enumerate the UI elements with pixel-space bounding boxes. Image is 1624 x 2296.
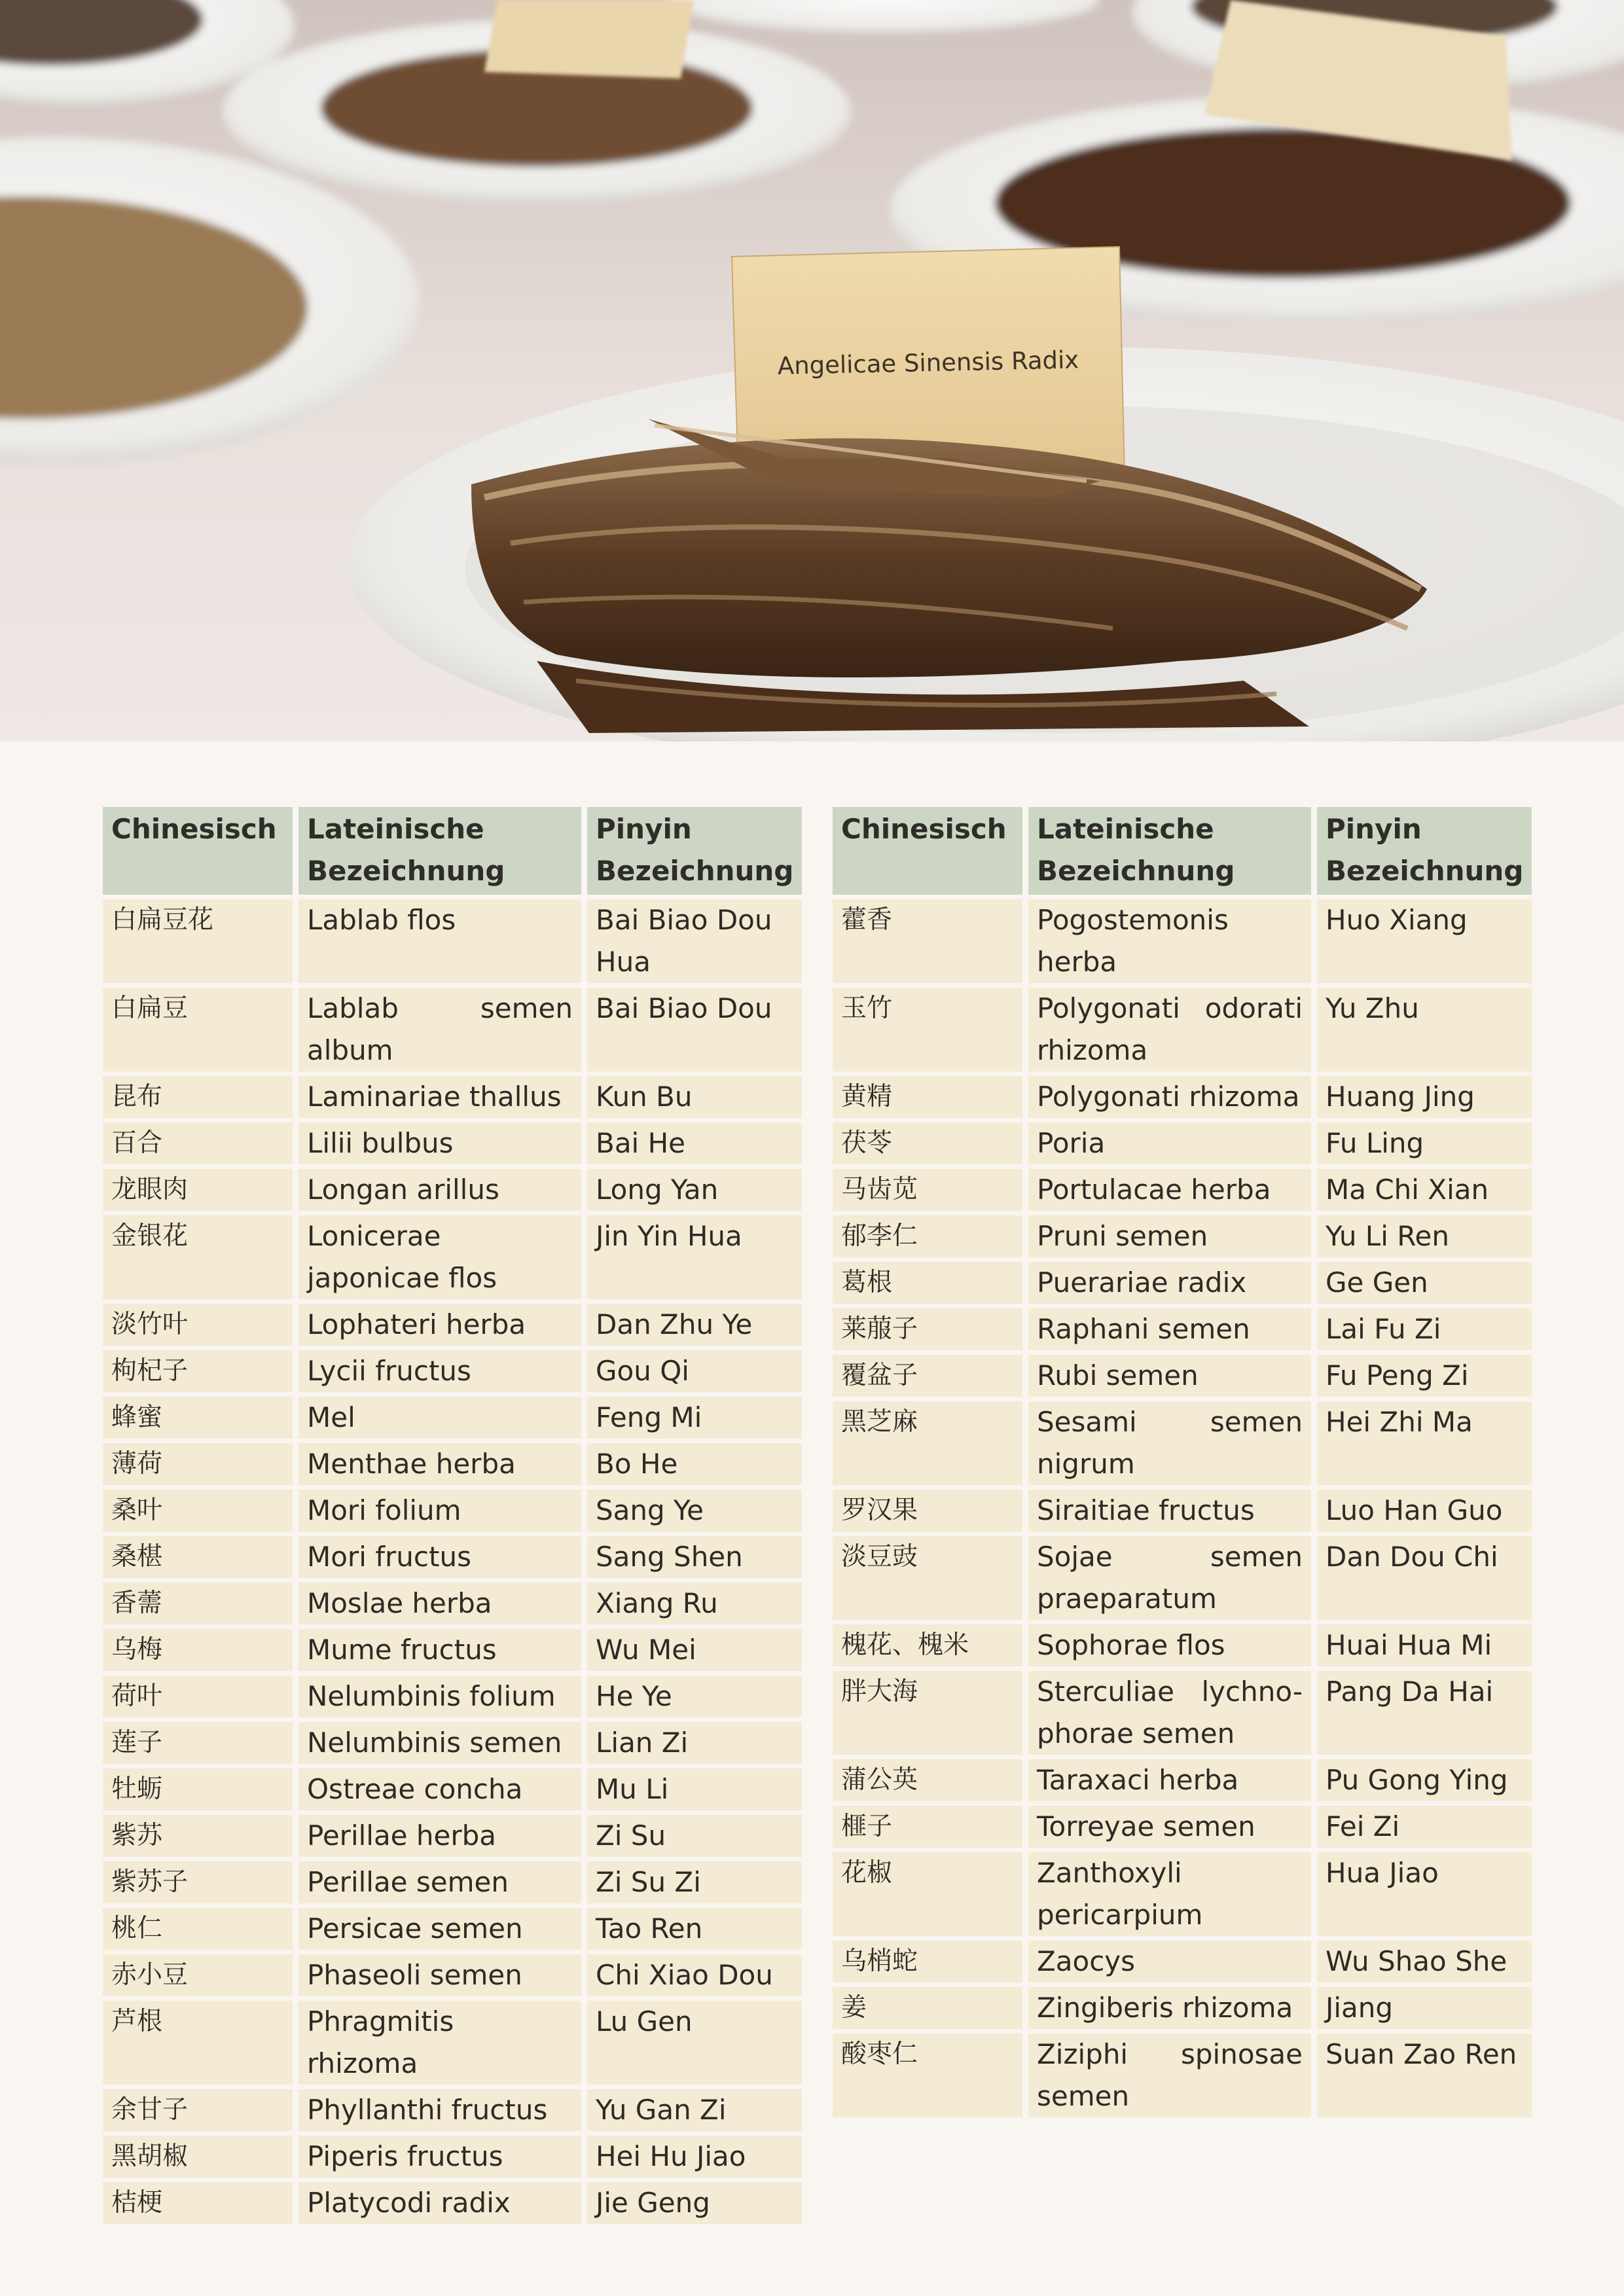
table-header-row xyxy=(103,807,802,895)
cell-chinese: 香薷 xyxy=(103,1583,293,1624)
cell-chinese: 榧子 xyxy=(833,1806,1022,1848)
cell-chinese: 乌梢蛇 xyxy=(833,1941,1022,1982)
cell-chinese: 赤小豆 xyxy=(103,1954,293,1996)
cell-pinyin: Lai Fu Zi xyxy=(1317,1308,1532,1350)
cell-chinese: 葛根 xyxy=(833,1262,1022,1304)
header-photo xyxy=(0,0,1624,742)
cell-pinyin: Kun Bu xyxy=(587,1076,802,1118)
herb-table-right xyxy=(827,802,1538,2122)
cell-chinese: 玉竹 xyxy=(833,988,1022,1071)
table-row xyxy=(833,899,1532,983)
table-row xyxy=(103,2136,802,2178)
table-row xyxy=(833,1262,1532,1304)
cell-chinese: 薄荷 xyxy=(103,1443,293,1485)
table-row xyxy=(833,1759,1532,1801)
cell-pinyin: Dan Dou Chi xyxy=(1317,1536,1532,1620)
cell-latin: Platycodi radix xyxy=(298,2182,581,2224)
cell-latin: Menthae herba xyxy=(298,1443,581,1485)
cell-pinyin: Huo Xiang xyxy=(1317,899,1532,983)
cell-pinyin: Wu Shao She xyxy=(1317,1941,1532,1982)
cell-latin: Zaocys xyxy=(1028,1941,1311,1982)
table-row xyxy=(103,1122,802,1164)
table-row xyxy=(103,1169,802,1211)
cell-chinese: 茯苓 xyxy=(833,1122,1022,1164)
cell-latin: Zanthoxyli pericarpium xyxy=(1028,1852,1311,1936)
cell-latin: Phyllanthi fructus xyxy=(298,2089,581,2131)
table-row xyxy=(103,2089,802,2131)
cell-chinese: 覆盆子 xyxy=(833,1355,1022,1397)
cell-chinese: 藿香 xyxy=(833,899,1022,983)
cell-chinese: 金银花 xyxy=(103,1215,293,1299)
col-header-latin: Lateinische Bezeichnung xyxy=(298,807,581,895)
cell-chinese: 酸枣仁 xyxy=(833,2034,1022,2117)
table-row xyxy=(833,1852,1532,1936)
cell-latin: Torreyae semen xyxy=(1028,1806,1311,1848)
col-header-pinyin: Pinyin Bezeichnung xyxy=(587,807,802,895)
cell-latin: Sterculiae lychno-phorae semen xyxy=(1028,1671,1311,1755)
cell-pinyin: Bai Biao Dou Hua xyxy=(587,899,802,983)
cell-pinyin: Zi Su xyxy=(587,1815,802,1857)
cell-latin: Mel xyxy=(298,1397,581,1439)
cell-chinese: 胖大海 xyxy=(833,1671,1022,1755)
cell-latin: Puerariae radix xyxy=(1028,1262,1311,1304)
table-row xyxy=(833,988,1532,1071)
cell-latin: Lilii bulbus xyxy=(298,1122,581,1164)
cell-chinese: 莱菔子 xyxy=(833,1308,1022,1350)
cell-chinese: 花椒 xyxy=(833,1852,1022,1936)
cell-chinese: 桃仁 xyxy=(103,1908,293,1950)
cell-latin: Persicae semen xyxy=(298,1908,581,1950)
cell-pinyin: Jiang xyxy=(1317,1987,1532,2029)
table-row xyxy=(833,1401,1532,1485)
cell-pinyin: Huai Hua Mi xyxy=(1317,1624,1532,1666)
cell-latin: Pogostemonis herba xyxy=(1028,899,1311,983)
cell-pinyin: Mu Li xyxy=(587,1768,802,1810)
cell-pinyin: Feng Mi xyxy=(587,1397,802,1439)
table-row xyxy=(103,1768,802,1810)
cell-pinyin: Jie Geng xyxy=(587,2182,802,2224)
herb-table-left xyxy=(97,802,808,2229)
cell-pinyin: Pu Gong Ying xyxy=(1317,1759,1532,1801)
cell-pinyin: Bai Biao Dou xyxy=(587,988,802,1071)
cell-pinyin: Wu Mei xyxy=(587,1629,802,1671)
cell-latin: Phragmitis rhizoma xyxy=(298,2001,581,2085)
cell-pinyin: Yu Li Ren xyxy=(1317,1215,1532,1257)
table-row xyxy=(833,1624,1532,1666)
cell-pinyin: Tao Ren xyxy=(587,1908,802,1950)
table-row xyxy=(103,1490,802,1532)
cell-latin: Portulacae herba xyxy=(1028,1169,1311,1211)
cell-chinese: 桑叶 xyxy=(103,1490,293,1532)
table-row xyxy=(833,2034,1532,2117)
cell-pinyin: Huang Jing xyxy=(1317,1076,1532,1118)
cell-pinyin: He Ye xyxy=(587,1676,802,1717)
cell-chinese: 黄精 xyxy=(833,1076,1022,1118)
cell-pinyin: Fu Peng Zi xyxy=(1317,1355,1532,1397)
cell-pinyin: Xiang Ru xyxy=(587,1583,802,1624)
cell-pinyin: Zi Su Zi xyxy=(587,1861,802,1903)
cell-chinese: 桑椹 xyxy=(103,1536,293,1578)
table-row xyxy=(833,1536,1532,1620)
cell-chinese: 牡蛎 xyxy=(103,1768,293,1810)
table-row xyxy=(833,1122,1532,1164)
table-row xyxy=(833,1671,1532,1755)
cell-latin: Rubi semen xyxy=(1028,1355,1311,1397)
cell-latin: Moslae herba xyxy=(298,1583,581,1624)
cell-pinyin: Hei Zhi Ma xyxy=(1317,1401,1532,1485)
col-header-chinese: Chinesisch xyxy=(833,807,1022,895)
cell-pinyin: Bai He xyxy=(587,1122,802,1164)
cell-chinese: 莲子 xyxy=(103,1722,293,1764)
table-row xyxy=(833,1169,1532,1211)
table-row xyxy=(103,1536,802,1578)
cell-chinese: 百合 xyxy=(103,1122,293,1164)
cell-chinese: 罗汉果 xyxy=(833,1490,1022,1532)
table-row xyxy=(833,1806,1532,1848)
cell-latin: Sojae semen praeparatum xyxy=(1028,1536,1311,1620)
cell-latin: Zingiberis rhizoma xyxy=(1028,1987,1311,2029)
cell-pinyin: Ma Chi Xian xyxy=(1317,1169,1532,1211)
cell-chinese: 蜂蜜 xyxy=(103,1397,293,1439)
cell-latin: Sesami semen nigrum xyxy=(1028,1401,1311,1485)
table-row xyxy=(103,1076,802,1118)
table-row xyxy=(103,1954,802,1996)
cell-latin: Lycii fructus xyxy=(298,1350,581,1392)
col-header-latin: Lateinische Bezeichnung xyxy=(1028,807,1311,895)
cell-chinese: 昆布 xyxy=(103,1076,293,1118)
cell-latin: Polygonati rhizoma xyxy=(1028,1076,1311,1118)
table-row xyxy=(103,2001,802,2085)
cell-latin: Longan arillus xyxy=(298,1169,581,1211)
table-row xyxy=(833,1941,1532,1982)
cell-latin: Taraxaci herba xyxy=(1028,1759,1311,1801)
table-row xyxy=(103,1443,802,1485)
cell-pinyin: Lian Zi xyxy=(587,1722,802,1764)
cell-chinese: 槐花、槐米 xyxy=(833,1624,1022,1666)
cell-pinyin: Fu Ling xyxy=(1317,1122,1532,1164)
table-row xyxy=(833,1355,1532,1397)
col-header-chinese: Chinesisch xyxy=(103,807,293,895)
herb-name-card: Angelicae Sinensis Radix xyxy=(777,345,1079,380)
cell-latin: Poria xyxy=(1028,1122,1311,1164)
cell-chinese: 黑胡椒 xyxy=(103,2136,293,2178)
cell-chinese: 白扁豆 xyxy=(103,988,293,1071)
cell-latin: Lonicerae japonicae flos xyxy=(298,1215,581,1299)
cell-latin: Nelumbinis semen xyxy=(298,1722,581,1764)
cell-latin: Nelumbinis folium xyxy=(298,1676,581,1717)
cell-pinyin: Suan Zao Ren xyxy=(1317,2034,1532,2117)
cell-pinyin: Long Yan xyxy=(587,1169,802,1211)
table-row xyxy=(103,1583,802,1624)
table-row xyxy=(833,1987,1532,2029)
cell-latin: Raphani semen xyxy=(1028,1308,1311,1350)
cell-latin: Perillae semen xyxy=(298,1861,581,1903)
cell-latin: Sophorae flos xyxy=(1028,1624,1311,1666)
cell-pinyin: Sang Ye xyxy=(587,1490,802,1532)
cell-latin: Lablab flos xyxy=(298,899,581,983)
cell-latin: Mori folium xyxy=(298,1490,581,1532)
table-header-row xyxy=(833,807,1532,895)
cell-pinyin: Sang Shen xyxy=(587,1536,802,1578)
cell-latin: Ziziphi spinosae semen xyxy=(1028,2034,1311,2117)
cell-chinese: 姜 xyxy=(833,1987,1022,2029)
cell-pinyin: Yu Gan Zi xyxy=(587,2089,802,2131)
cell-chinese: 荷叶 xyxy=(103,1676,293,1717)
table-row xyxy=(833,1490,1532,1532)
cell-latin: Laminariae thallus xyxy=(298,1076,581,1118)
cell-latin: Pruni semen xyxy=(1028,1215,1311,1257)
table-row xyxy=(103,2182,802,2224)
table-row xyxy=(103,1722,802,1764)
cell-chinese: 枸杞子 xyxy=(103,1350,293,1392)
cell-latin: Ostreae concha xyxy=(298,1768,581,1810)
cell-chinese: 郁李仁 xyxy=(833,1215,1022,1257)
cell-pinyin: Hua Jiao xyxy=(1317,1852,1532,1936)
cell-pinyin: Pang Da Hai xyxy=(1317,1671,1532,1755)
cell-chinese: 马齿苋 xyxy=(833,1169,1022,1211)
cell-chinese: 淡豆豉 xyxy=(833,1536,1022,1620)
cell-chinese: 紫苏子 xyxy=(103,1861,293,1903)
cell-latin: Lablab semen album xyxy=(298,988,581,1071)
cell-latin: Phaseoli semen xyxy=(298,1954,581,1996)
table-row xyxy=(103,1815,802,1857)
table-row xyxy=(833,1076,1532,1118)
cell-latin: Mori fructus xyxy=(298,1536,581,1578)
cell-chinese: 芦根 xyxy=(103,2001,293,2085)
table-row xyxy=(833,1215,1532,1257)
cell-chinese: 龙眼肉 xyxy=(103,1169,293,1211)
cell-pinyin: Fei Zi xyxy=(1317,1806,1532,1848)
cell-pinyin: Hei Hu Jiao xyxy=(587,2136,802,2178)
cell-chinese: 白扁豆花 xyxy=(103,899,293,983)
table-row xyxy=(103,1676,802,1717)
cell-chinese: 乌梅 xyxy=(103,1629,293,1671)
cell-latin: Perillae herba xyxy=(298,1815,581,1857)
table-row xyxy=(103,1629,802,1671)
cell-pinyin: Yu Zhu xyxy=(1317,988,1532,1071)
table-row xyxy=(103,899,802,983)
table-row xyxy=(103,1304,802,1346)
cell-pinyin: Chi Xiao Dou xyxy=(587,1954,802,1996)
cell-chinese: 淡竹叶 xyxy=(103,1304,293,1346)
table-row xyxy=(103,1397,802,1439)
cell-chinese: 黑芝麻 xyxy=(833,1401,1022,1485)
table-row xyxy=(833,1308,1532,1350)
cell-latin: Lophateri herba xyxy=(298,1304,581,1346)
table-row xyxy=(103,1861,802,1903)
cell-latin: Piperis fructus xyxy=(298,2136,581,2178)
cell-latin: Polygonati odorati rhizoma xyxy=(1028,988,1311,1071)
table-row xyxy=(103,1908,802,1950)
cell-chinese: 桔梗 xyxy=(103,2182,293,2224)
cell-pinyin: Lu Gen xyxy=(587,2001,802,2085)
cell-pinyin: Luo Han Guo xyxy=(1317,1490,1532,1532)
cell-chinese: 蒲公英 xyxy=(833,1759,1022,1801)
cell-latin: Mume fructus xyxy=(298,1629,581,1671)
cell-latin: Siraitiae fructus xyxy=(1028,1490,1311,1532)
cell-pinyin: Dan Zhu Ye xyxy=(587,1304,802,1346)
table-row xyxy=(103,1350,802,1392)
table-row xyxy=(103,988,802,1071)
cell-pinyin: Bo He xyxy=(587,1443,802,1485)
cell-chinese: 紫苏 xyxy=(103,1815,293,1857)
cell-chinese: 余甘子 xyxy=(103,2089,293,2131)
cell-pinyin: Gou Qi xyxy=(587,1350,802,1392)
table-row xyxy=(103,1215,802,1299)
cell-pinyin: Ge Gen xyxy=(1317,1262,1532,1304)
col-header-pinyin: Pinyin Bezeichnung xyxy=(1317,807,1532,895)
cell-pinyin: Jin Yin Hua xyxy=(587,1215,802,1299)
